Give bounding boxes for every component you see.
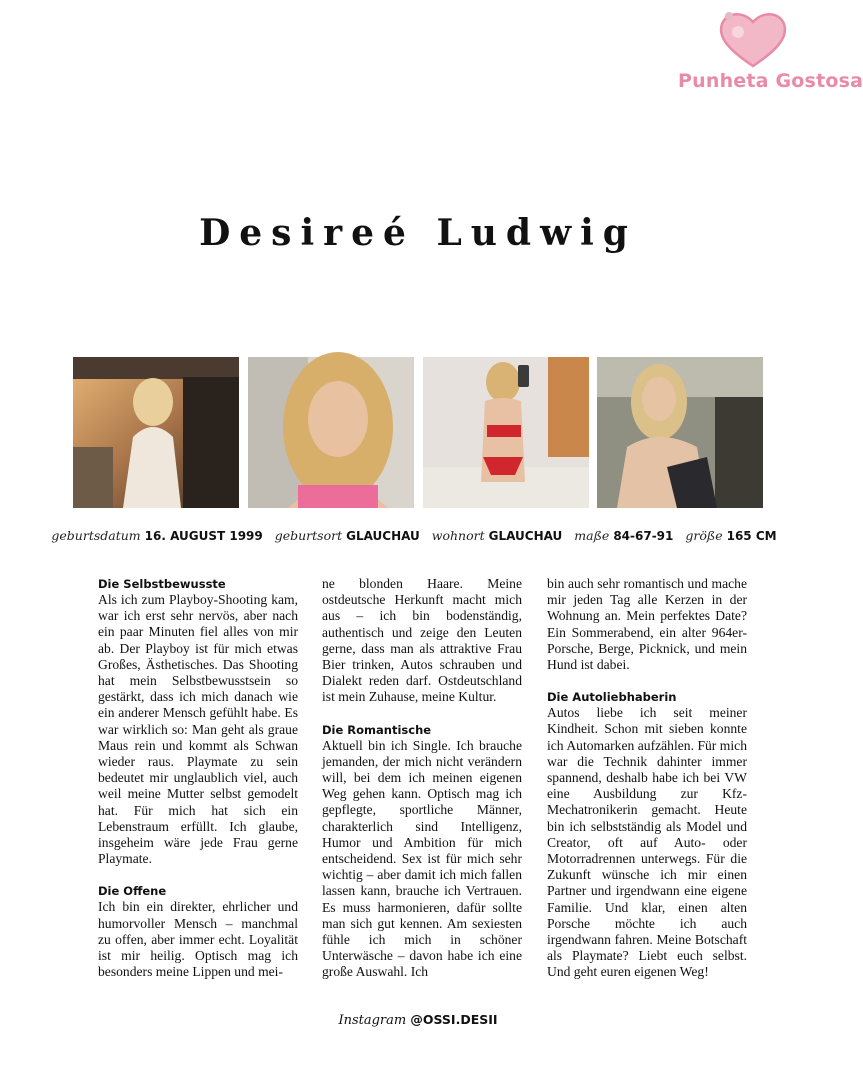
section-body-romantische-part1: Aktuell bin ich Single. Ich brauche jemanden, der mich nicht verändern will, bei dem ich meinen eigenen Weg gehen kann. Optisch mag ich gepflegte, sportliche Männer, charakterlich sind Intelligenz, Humor und Ambition für mich entscheidend. Sex ist für mich sehr wichtig – aber damit ich mich fallen lassen kann, brauche ich Vertrauen. Es muss harmonieren, dafür sollte man sich gut kennen. Am sexiesten fühle ich mich in schöner Unterwäsche – davon habe ich eine große Auswahl. Ich [322, 737, 522, 980]
section-heading-romantische: Die Romantische [322, 722, 432, 737]
car-driver-photo [597, 357, 763, 508]
measurements-value: 84-67-91 [613, 529, 674, 543]
instagram-credit [0, 1012, 836, 1028]
birthdate-value: 16. AUGUST 1999 [144, 529, 263, 543]
watermark-text: Punheta Gostosa [678, 70, 863, 92]
watermark-logo [676, 0, 863, 100]
section-body-romantische-part2: bin auch sehr romantisch und mache mir jeden Tag alle Kerzen in der Wohnung an. Mein perfektes Date? Ein Sommerabend, ein alter 964er-Porsche, Berge, Picknick, und mein Hund ist dabei. [547, 576, 747, 673]
page-title: Desireé Ludwig [199, 212, 637, 254]
car-sunset-photo [73, 357, 239, 508]
height-label: größe [685, 528, 723, 543]
measurements-label: maße [574, 528, 610, 543]
photo-strip [73, 357, 763, 508]
instagram-handle[interactable]: @OSSI.DESII [410, 1012, 498, 1027]
birthplace-value: GLAUCHAU [346, 529, 420, 543]
section-body-offene-part1: Ich bin ein direkter, ehrlicher und humorvoller Mensch – manchmal zu offen, aber immer echt. Loyalität ist mir heilig. Optisch mag ich besonders meine Lippen und mei- [98, 899, 298, 980]
mirror-selfie-photo [423, 357, 589, 508]
section-body-offene-part2: ne blonden Haare. Meine ostdeutsche Herkunft macht mich aus – ich bin bodenständig, authentisch und zeige den Leuten gerne, dass man als attraktive Frau Bier trinken, Autos schrauben und Dialekt reden darf. Ostdeutschland ist mein Zuhause, meine Kultur. [322, 576, 522, 705]
text-column-3 [547, 576, 747, 997]
residence-value: GLAUCHAU [488, 529, 563, 543]
birthdate-label: geburtsdatum [51, 528, 141, 543]
section-heading-selbstbewusste: Die Selbstbewusste [98, 577, 226, 591]
instagram-label: Instagram [338, 1013, 407, 1028]
profile-facts [0, 528, 836, 543]
residence-label: wohnort [431, 528, 485, 543]
section-heading-offene: Die Offene [98, 884, 167, 899]
text-column-1 [98, 576, 298, 996]
selfie-photo [248, 357, 414, 508]
section-body-selbstbewusste: Als ich zum Playboy-Shooting kam, war ich erst sehr nervös, aber nach ein paar Minuten fiel alles von mir ab. Der Playboy ist für mich etwas Großes, Ästhetisches. Das Shooting hat mein Selbstbewusstsein so gestärkt, dass ich mich danach wie ein anderer Mensch gefühlt habe. Es war wirklich so: Man geht als graue Maus rein und kommt als Schwan wieder raus. Playmate zu sein bedeutet mir unglaublich viel, auch weil meine Mutter selbst gemodelt hat. Für mich hat sich ein Lebenstraum erfüllt. Ich glaube, insgeheim wäre jede Frau gerne Playmate. [98, 592, 298, 867]
section-body-autoliebhaberin: Autos liebe ich seit meiner Kindheit. Schon mit sieben konnte ich Automarken aufzählen. Für mich war die Technik dahinter immer spannend, deshalb habe ich bei VW eine Ausbildung zur Kfz-Mechatronikerin gemacht. Heute bin ich selbstständig als Model und Creator, oft auf Auto- oder Motorradrennen unterwegs. Für die Zukunft wünsche ich mir einen Partner und irgendwann eine eigene Familie. Und klar, einen alten Porsche möchte ich auch irgendwann fahren. Meine Botschaft als Playmate? Liebt euch selbst. Und geht euren eigenen Weg! [547, 705, 747, 980]
text-column-2 [322, 576, 522, 997]
heart-logo-icon [716, 10, 790, 70]
height-value: 165 CM [726, 529, 777, 543]
birthplace-label: geburtsort [274, 528, 343, 543]
section-heading-autoliebhaberin: Die Autoliebhaberin [547, 690, 677, 705]
